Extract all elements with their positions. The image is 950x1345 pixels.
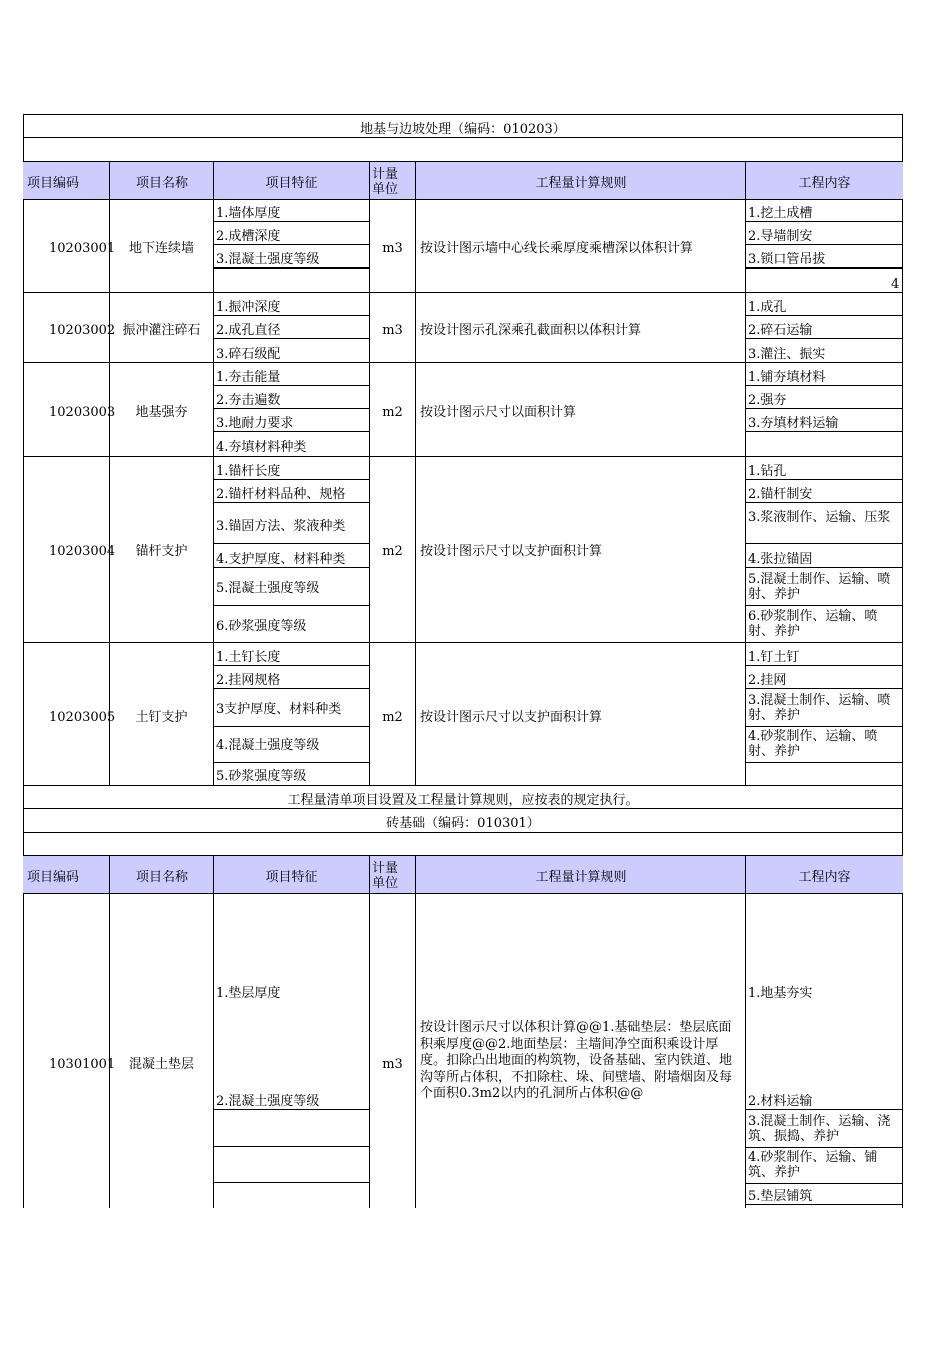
header-unit: 计量 单位 xyxy=(372,167,399,197)
content-item: 5.垫层铺筑 xyxy=(746,1189,903,1205)
feature-item: 2.夯击遍数 xyxy=(214,393,369,409)
content-item: 3.夯填材料运输 xyxy=(746,416,903,432)
feature-item: 2.混凝土强度等级 xyxy=(214,1094,369,1110)
row-code: 10203002 xyxy=(49,323,116,338)
row-name: 锚杆支护 xyxy=(135,544,188,559)
content-item: 1.挖土成槽 xyxy=(746,206,903,222)
feature-item: 3支护厚度、材料种类 xyxy=(214,693,369,727)
row-unit: m3 xyxy=(382,241,403,256)
content-item: 1.钻孔 xyxy=(746,464,903,480)
header-rule: 工程量计算规则 xyxy=(535,870,627,885)
feature-item: 1.振冲深度 xyxy=(214,300,369,316)
spreadsheet xyxy=(23,114,903,1208)
row-rule: 按设计图示孔深乘孔截面积以体积计算 xyxy=(420,323,642,338)
header-code: 项目编码 xyxy=(27,870,80,885)
feature-item: 6.砂浆强度等级 xyxy=(216,619,307,634)
feature-item: 1.垫层厚度 xyxy=(216,986,281,1001)
feature-item: 5.混凝土强度等级 xyxy=(214,572,369,606)
row-name: 混凝土垫层 xyxy=(128,1057,194,1072)
feature-item: 3.锚固方法、浆液种类 xyxy=(214,510,369,544)
content-item: 1.成孔 xyxy=(746,300,903,316)
row-code: 10203001 xyxy=(49,241,116,256)
content-item: 3.灌注、振实 xyxy=(748,347,826,362)
header-code: 项目编码 xyxy=(27,176,80,191)
feature-item: 2.锚杆材料品种、规格 xyxy=(214,487,369,503)
header-name: 项目名称 xyxy=(135,176,188,191)
row-code: 10203004 xyxy=(49,544,116,559)
feature-item: 1.墙体厚度 xyxy=(214,206,369,222)
row-code: 10301001 xyxy=(49,1057,116,1072)
section-title: 地基与边坡处理（编码：010203） xyxy=(360,122,566,137)
content-item: 2.锚杆制安 xyxy=(746,487,903,503)
header-features: 项目特征 xyxy=(265,176,318,191)
feature-item: 2.挂网规格 xyxy=(214,673,369,689)
content-item: 2.导墙制安 xyxy=(746,229,903,245)
header-content: 工程内容 xyxy=(798,870,851,885)
content-item: 2.碎石运输 xyxy=(746,323,903,339)
row-unit: m2 xyxy=(382,544,403,559)
row-name: 地下连续墙 xyxy=(128,241,194,256)
row-rule: 按设计图示尺寸以支护面积计算 xyxy=(420,544,603,559)
feature-item: 3.混凝土强度等级 xyxy=(214,252,369,268)
header-unit: 计量 单位 xyxy=(372,861,399,891)
content-item: 3.混凝土制作、运输、喷射、养护 xyxy=(746,693,903,727)
feature-item: 1.土钉长度 xyxy=(214,650,369,666)
feature-item: 2.成孔直径 xyxy=(214,323,369,339)
row-unit: m2 xyxy=(382,405,403,420)
content-item: 3.浆液制作、运输、压浆 xyxy=(746,510,903,544)
row-code: 10203005 xyxy=(49,710,116,725)
row-code: 10203003 xyxy=(49,405,116,420)
row-unit: m2 xyxy=(382,710,403,725)
feature-item: 4.支护厚度、材料种类 xyxy=(214,552,369,568)
header-features: 项目特征 xyxy=(265,870,318,885)
row-name: 振冲灌注碎石 xyxy=(122,323,201,338)
row-name: 地基强夯 xyxy=(135,405,188,420)
content-item: 3.锁口管吊拔 xyxy=(746,252,903,268)
row-rule: 按设计图示尺寸以体积计算@@1.基础垫层：垫层底面积乘厚度@@2.地面垫层：主墙间净空面积乘设计厚度。扣除凸出地面的构筑物，设备基础、室内铁道、地沟等所占体积，不扣除柱、垛、间壁墙、附墙烟囱及每个面积0.3m2以内的孔洞所占体积@@ xyxy=(420,1020,733,1101)
feature-item: 4.混凝土强度等级 xyxy=(214,729,369,763)
content-item: 3.混凝土制作、运输、浇筑、振捣、养护 xyxy=(746,1114,903,1148)
header-content: 工程内容 xyxy=(798,176,851,191)
row-rule: 按设计图示尺寸以支护面积计算 xyxy=(420,710,603,725)
feature-item: 1.夯击能量 xyxy=(214,370,369,386)
header-name: 项目名称 xyxy=(135,870,188,885)
feature-item: 1.锚杆长度 xyxy=(214,464,369,480)
header-rule: 工程量计算规则 xyxy=(535,176,627,191)
row-rule: 按设计图示尺寸以面积计算 xyxy=(420,405,577,420)
content-item: 2.挂网 xyxy=(746,673,903,689)
feature-item: 3.地耐力要求 xyxy=(214,416,369,432)
feature-item: 5.砂浆强度等级 xyxy=(216,769,307,784)
content-item: 6.砂浆制作、运输、喷射、养护 xyxy=(748,609,878,639)
section-title: 砖基础（编码：010301） xyxy=(386,816,540,831)
content-item: 1.铺夯填材料 xyxy=(746,370,903,386)
row-unit: m3 xyxy=(382,1057,403,1072)
content-item: 5.混凝土制作、运输、喷射、养护 xyxy=(746,572,903,606)
content-item: 4.砂浆制作、运输、喷射、养护 xyxy=(746,729,903,763)
content-item: 1.钉土钉 xyxy=(746,650,903,666)
content-item: 2.材料运输 xyxy=(746,1094,903,1110)
row-rule: 按设计图示墙中心线长乘厚度乘槽深以体积计算 xyxy=(420,241,694,256)
content-item: 4.张拉锚固 xyxy=(746,552,903,568)
content-item: 2.强夯 xyxy=(746,393,903,409)
content-item: 1.地基夯实 xyxy=(748,986,813,1001)
feature-item: 4.夯填材料种类 xyxy=(216,440,307,455)
table-note: 工程量清单项目设置及工程量计算规则，应按表的规定执行。 xyxy=(287,793,639,808)
feature-item: 3.碎石级配 xyxy=(216,347,281,362)
content-item: 4.砂浆制作、运输、铺筑、养护 xyxy=(746,1150,903,1184)
row-name: 土钉支护 xyxy=(135,710,188,725)
feature-item: 2.成槽深度 xyxy=(214,229,369,245)
cell-marker: 4 xyxy=(891,277,900,292)
row-unit: m3 xyxy=(382,323,403,338)
